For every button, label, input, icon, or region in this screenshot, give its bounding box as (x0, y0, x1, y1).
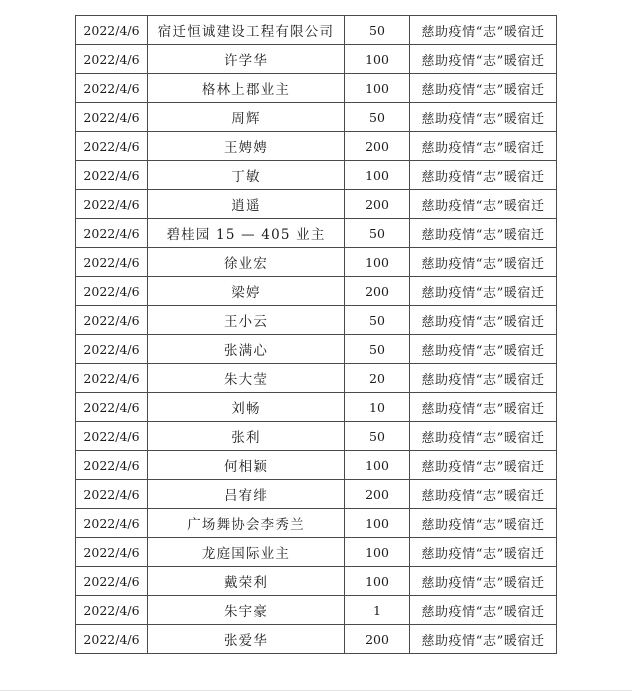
table-row (76, 509, 557, 538)
donation-purpose-cell: 慈助疫情“志”暖宿迁 (410, 132, 557, 161)
donation-amount-cell: 100 (345, 161, 410, 190)
donation-date-cell: 2022/4/6 (76, 625, 148, 654)
donor-name-cell: 张利 (148, 422, 345, 451)
donation-purpose-cell: 慈助疫情“志”暖宿迁 (410, 596, 557, 625)
donation-date-cell: 2022/4/6 (76, 509, 148, 538)
donor-name-cell: 碧桂园 15 — 405 业主 (148, 219, 345, 248)
donor-name-cell: 朱宇豪 (148, 596, 345, 625)
donation-purpose-cell: 慈助疫情“志”暖宿迁 (410, 219, 557, 248)
donation-date-cell: 2022/4/6 (76, 306, 148, 335)
donor-name-cell: 刘畅 (148, 393, 345, 422)
donation-purpose-cell: 慈助疫情“志”暖宿迁 (410, 393, 557, 422)
donation-amount-cell: 20 (345, 364, 410, 393)
table-row (76, 219, 557, 248)
table-row (76, 132, 557, 161)
table-row (76, 480, 557, 509)
donation-purpose-cell: 慈助疫情“志”暖宿迁 (410, 509, 557, 538)
table-row (76, 16, 557, 45)
donation-amount-cell: 50 (345, 306, 410, 335)
table-row (76, 451, 557, 480)
donation-date-cell: 2022/4/6 (76, 248, 148, 277)
table-row (76, 335, 557, 364)
table-row (76, 306, 557, 335)
donation-amount-cell: 100 (345, 567, 410, 596)
donation-date-cell: 2022/4/6 (76, 538, 148, 567)
donor-name-cell: 何相颖 (148, 451, 345, 480)
table-row (76, 567, 557, 596)
table-row (76, 625, 557, 654)
donation-amount-cell: 50 (345, 422, 410, 451)
donation-amount-cell: 50 (345, 219, 410, 248)
donation-amount-cell: 1 (345, 596, 410, 625)
donation-amount-cell: 50 (345, 335, 410, 364)
table-row (76, 190, 557, 219)
donation-date-cell: 2022/4/6 (76, 480, 148, 509)
donation-amount-cell: 100 (345, 509, 410, 538)
donation-date-cell: 2022/4/6 (76, 393, 148, 422)
donation-purpose-cell: 慈助疫情“志”暖宿迁 (410, 422, 557, 451)
table-row (76, 45, 557, 74)
donation-purpose-cell: 慈助疫情“志”暖宿迁 (410, 306, 557, 335)
donor-name-cell: 丁敏 (148, 161, 345, 190)
donor-name-cell: 吕宥绯 (148, 480, 345, 509)
donor-name-cell: 周辉 (148, 103, 345, 132)
donation-records-table (75, 15, 557, 654)
donation-date-cell: 2022/4/6 (76, 132, 148, 161)
donation-purpose-cell: 慈助疫情“志”暖宿迁 (410, 335, 557, 364)
donor-name-cell: 朱大莹 (148, 364, 345, 393)
donation-amount-cell: 100 (345, 538, 410, 567)
donation-amount-cell: 200 (345, 480, 410, 509)
donation-date-cell: 2022/4/6 (76, 596, 148, 625)
donation-date-cell: 2022/4/6 (76, 277, 148, 306)
donation-amount-cell: 50 (345, 16, 410, 45)
donor-name-cell: 宿迁恒诚建设工程有限公司 (148, 16, 345, 45)
donation-date-cell: 2022/4/6 (76, 190, 148, 219)
donation-amount-cell: 10 (345, 393, 410, 422)
donation-date-cell: 2022/4/6 (76, 335, 148, 364)
table-row (76, 277, 557, 306)
donation-purpose-cell: 慈助疫情“志”暖宿迁 (410, 16, 557, 45)
donation-date-cell: 2022/4/6 (76, 422, 148, 451)
table-row (76, 422, 557, 451)
donation-date-cell: 2022/4/6 (76, 451, 148, 480)
donation-amount-cell: 200 (345, 190, 410, 219)
donor-name-cell: 梁婷 (148, 277, 345, 306)
donor-name-cell: 许学华 (148, 45, 345, 74)
donation-purpose-cell: 慈助疫情“志”暖宿迁 (410, 74, 557, 103)
donation-purpose-cell: 慈助疫情“志”暖宿迁 (410, 538, 557, 567)
table-row (76, 393, 557, 422)
table-row (76, 74, 557, 103)
donation-purpose-cell: 慈助疫情“志”暖宿迁 (410, 248, 557, 277)
donor-name-cell: 王娉娉 (148, 132, 345, 161)
donation-purpose-cell: 慈助疫情“志”暖宿迁 (410, 103, 557, 132)
donor-name-cell: 逍遥 (148, 190, 345, 219)
donation-amount-cell: 200 (345, 132, 410, 161)
table-row (76, 103, 557, 132)
donation-amount-cell: 50 (345, 103, 410, 132)
donor-name-cell: 张满心 (148, 335, 345, 364)
donation-purpose-cell: 慈助疫情“志”暖宿迁 (410, 190, 557, 219)
donor-name-cell: 戴荣利 (148, 567, 345, 596)
donation-purpose-cell: 慈助疫情“志”暖宿迁 (410, 161, 557, 190)
table-row (76, 161, 557, 190)
donation-amount-cell: 200 (345, 625, 410, 654)
table-row (76, 364, 557, 393)
donation-purpose-cell: 慈助疫情“志”暖宿迁 (410, 451, 557, 480)
donation-purpose-cell: 慈助疫情“志”暖宿迁 (410, 45, 557, 74)
donor-name-cell: 王小云 (148, 306, 345, 335)
donation-purpose-cell: 慈助疫情“志”暖宿迁 (410, 364, 557, 393)
donation-amount-cell: 100 (345, 451, 410, 480)
donation-date-cell: 2022/4/6 (76, 74, 148, 103)
donation-date-cell: 2022/4/6 (76, 219, 148, 248)
table-row (76, 596, 557, 625)
table-row (76, 538, 557, 567)
donation-purpose-cell: 慈助疫情“志”暖宿迁 (410, 277, 557, 306)
donor-name-cell: 张爱华 (148, 625, 345, 654)
donation-purpose-cell: 慈助疫情“志”暖宿迁 (410, 567, 557, 596)
donor-name-cell: 广场舞协会李秀兰 (148, 509, 345, 538)
donation-amount-cell: 200 (345, 277, 410, 306)
donor-name-cell: 龙庭国际业主 (148, 538, 345, 567)
donor-name-cell: 格林上郡业主 (148, 74, 345, 103)
donation-amount-cell: 100 (345, 45, 410, 74)
table-row (76, 248, 557, 277)
donation-date-cell: 2022/4/6 (76, 45, 148, 74)
donation-amount-cell: 100 (345, 248, 410, 277)
donor-name-cell: 徐业宏 (148, 248, 345, 277)
donation-date-cell: 2022/4/6 (76, 161, 148, 190)
donation-date-cell: 2022/4/6 (76, 16, 148, 45)
donation-date-cell: 2022/4/6 (76, 567, 148, 596)
donation-date-cell: 2022/4/6 (76, 103, 148, 132)
donation-date-cell: 2022/4/6 (76, 364, 148, 393)
donation-purpose-cell: 慈助疫情“志”暖宿迁 (410, 625, 557, 654)
donation-amount-cell: 100 (345, 74, 410, 103)
donation-purpose-cell: 慈助疫情“志”暖宿迁 (410, 480, 557, 509)
table-body (76, 16, 557, 654)
